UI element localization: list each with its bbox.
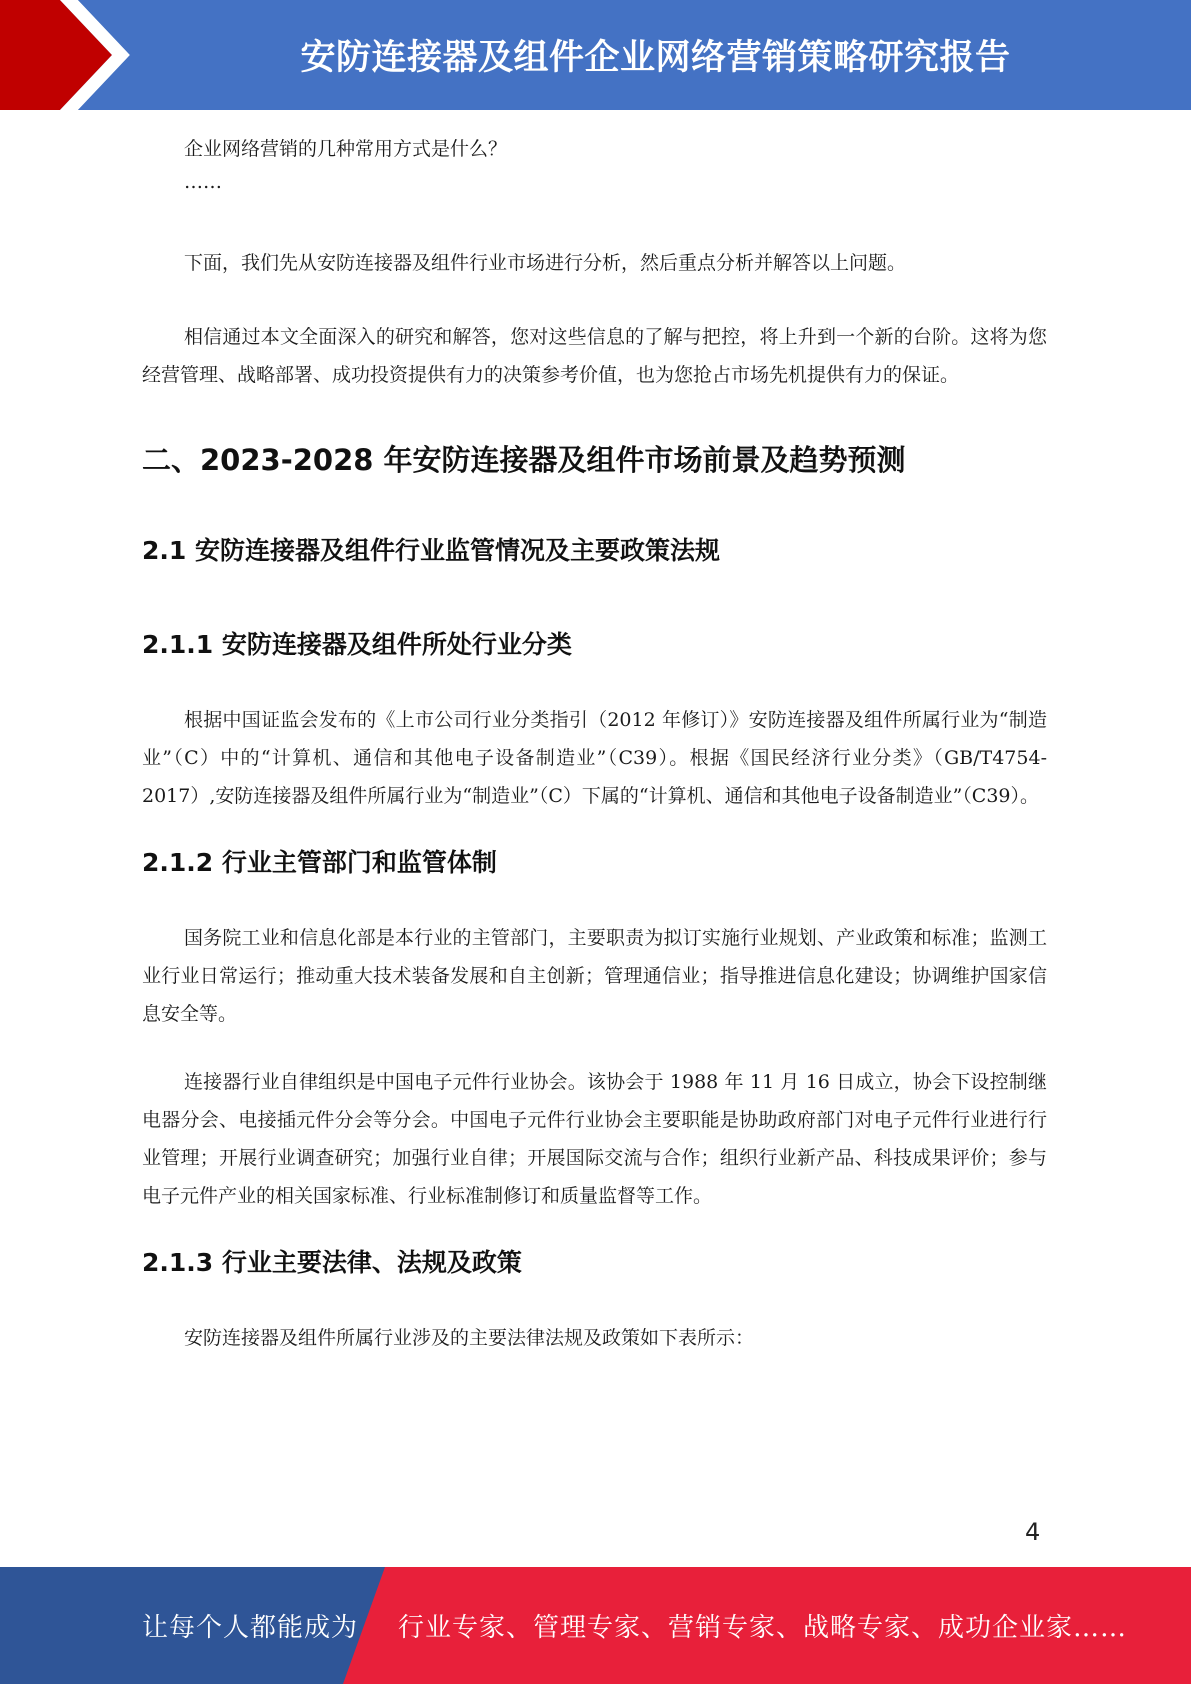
section-2-1-1-paragraph: 根据中国证监会发布的《上市公司行业分类指引（2012 年修订）》安防连接器及组件所属行业为“制造业”（C）中的“计算机、通信和其他电子设备制造业”（C39）。根据《国民经济行业分类》（GB/T4754-2017）,安防连接器及组件所属行业为“制造业”（C）下属的“计算机、通信和其他电子设备制造业”（C39）。 (142, 709, 1047, 807)
section-2-heading: 二、2023-2028 年安防连接器及组件市场前景及趋势预测 (142, 443, 906, 477)
paragraph-trust: 相信通过本文全面深入的研究和解答，您对这些信息的了解与把控，将上升到一个新的台阶。这将为您经营管理、战略部署、成功投资提供有力的决策参考价值，也为您抢占市场先机提供有力的保证。 (142, 326, 1047, 386)
section-2-1-2-paragraph-1: 国务院工业和信息化部是本行业的主管部门，主要职责为拟订实施行业规划、产业政策和标准；监测工业行业日常运行；推动重大技术装备发展和自主创新；管理通信业；指导推进信息化建设；协调维护国家信息安全等。 (142, 927, 1047, 1025)
intro-ellipsis: …… (184, 171, 222, 193)
document-body (142, 130, 1047, 1357)
section-2-1-2-heading: 2.1.2 行业主管部门和监管体制 (142, 848, 497, 877)
section-2-1-2-paragraph-2: 连接器行业自律组织是中国电子元件行业协会。该协会于 1988 年 11 月 16 日成立，协会下设控制继电器分会、电接插元件分会等分会。中国电子元件行业协会主要职能是协助政府部门对电子元件行业进行行业管理；开展行业调查研究；加强行业自律；开展国际交流与合作；组织行业新产品、科技成果评价；参与电子元件产业的相关国家标准、行业标准制修订和质量监督等工作。 (142, 1071, 1047, 1207)
header-band (0, 0, 1191, 110)
section-2-1-heading: 2.1 安防连接器及组件行业监管情况及主要政策法规 (142, 536, 720, 565)
section-2-1-1-heading: 2.1.1 安防连接器及组件所处行业分类 (142, 630, 572, 659)
footer-slogan-right: 行业专家、管理专家、营销专家、战略专家、成功企业家…… (398, 1613, 1128, 1643)
page-number: 4 (1025, 1518, 1041, 1546)
report-title: 安防连接器及组件企业网络营销策略研究报告 (300, 38, 1011, 78)
footer-slogan-left: 让每个人都能成为 (142, 1613, 359, 1643)
section-2-1-3-paragraph: 安防连接器及组件所属行业涉及的主要法律法规及政策如下表所示： (184, 1327, 755, 1349)
footer-band (0, 1567, 1191, 1684)
header-chevron-decoration (0, 0, 160, 110)
paragraph-next: 下面，我们先从安防连接器及组件行业市场进行分析，然后重点分析并解答以上问题。 (184, 252, 907, 274)
intro-question: 企业网络营销的几种常用方式是什么？ (184, 138, 508, 160)
section-2-1-3-heading: 2.1.3 行业主要法律、法规及政策 (142, 1248, 522, 1277)
